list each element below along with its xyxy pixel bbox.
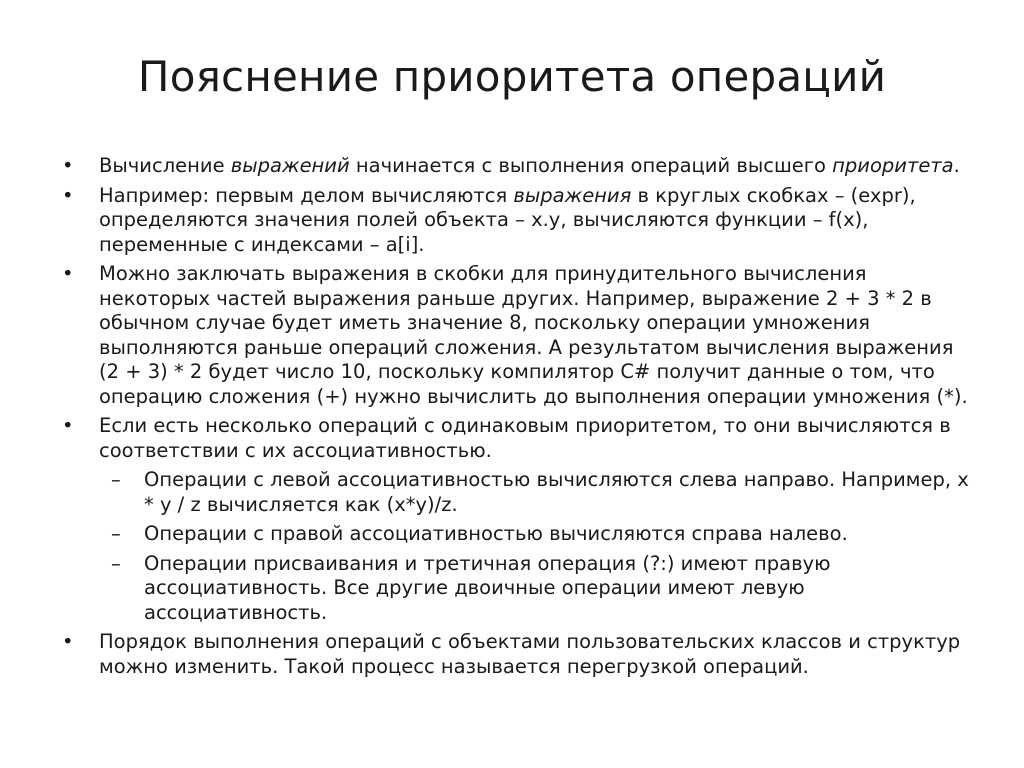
bullet-icon: • <box>62 262 74 285</box>
text-segment: начинается с выполнения операций высшего <box>349 154 833 177</box>
bullet-item <box>62 262 972 409</box>
bullet-list <box>62 154 972 684</box>
bullet-text <box>99 414 951 462</box>
italic-term: приоритета <box>832 154 954 177</box>
italic-term: выражений <box>230 154 350 177</box>
bullet-icon: • <box>62 154 74 177</box>
bullet-icon: • <box>62 414 74 437</box>
slide-title: Пояснение приоритета операций <box>137 52 887 101</box>
text-segment: . <box>953 154 960 177</box>
bullet-item <box>62 630 972 679</box>
bullet-text <box>99 154 960 177</box>
text-segment: Если есть несколько операций с одинаковым приоритетом, то они вычисляются в соответствии с их ассоциативностью. <box>99 414 951 462</box>
bullet-item <box>62 184 972 258</box>
dash-icon: – <box>111 468 121 491</box>
bullet-text <box>99 262 968 408</box>
sub-list <box>99 468 972 625</box>
sub-list-item <box>99 522 972 547</box>
sub-list-item <box>99 552 972 626</box>
bullet-icon: • <box>62 630 74 653</box>
sub-item-text: Операции с правой ассоциативностью вычисляются справа налево. <box>144 522 848 545</box>
text-segment: Порядок выполнения операций с объектами пользовательских классов и структур можно изменить. Такой процесс называется перегрузкой операций. <box>99 630 961 678</box>
bullet-text <box>99 630 960 678</box>
bullet-item <box>62 154 972 179</box>
text-segment: в круглых скобках – (expr), определяются значения полей объекта – x.y, вычисляются функции – f(x), переменные с индексами – a[i]. <box>99 183 916 256</box>
dash-icon: – <box>111 522 121 545</box>
sub-item-text: Операции присваивания и третичная операция (?:) имеют правую ассоциативность. Все другие двоичные операции имеют левую ассоциативность. <box>144 551 831 624</box>
bullet-item <box>62 414 972 625</box>
italic-term: выражения <box>513 183 632 207</box>
bullet-text <box>99 184 916 256</box>
dash-icon: – <box>111 551 121 575</box>
text-segment: Можно заключать выражения в скобки для принудительного вычисления некоторых частей выражения раньше других. Например, выражение 2 + 3 * 2 в обычном случае будет иметь значение 8, поскольку операции умножения выполняются раньше операций сложения. А результатом вычисления выражения (2 + 3) * 2 будет число 10, поскольку компилятор C# получит данные о том, что операцию сложения (+) нужно вычислить до выполнения операции умножения (*). <box>99 262 968 408</box>
sub-item-text: Операции с левой ассоциативностью вычисляются слева направо. Например, x * y / z вычисляется как (x*y)/z. <box>144 468 969 516</box>
text-segment: Например: первым делом вычисляются <box>99 183 514 207</box>
sub-list-item <box>99 468 972 517</box>
text-segment: Вычисление <box>99 154 231 177</box>
bullet-icon: • <box>62 183 74 207</box>
